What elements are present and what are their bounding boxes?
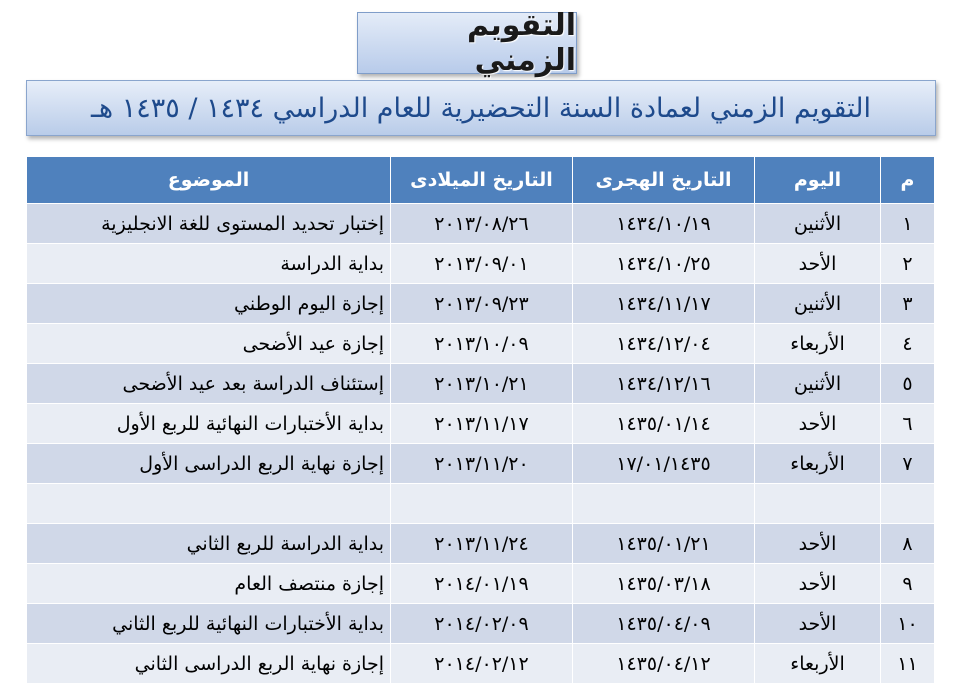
- cell-day: [755, 484, 881, 524]
- cell-hijri-date: ١٤٣٥/٠١/١٤: [573, 404, 755, 444]
- cell-topic: بداية الدراسة: [27, 244, 391, 284]
- cell-gregorian-date: ٢٠١٣/١١/١٧: [391, 404, 573, 444]
- table-row: [27, 364, 935, 404]
- cell-num: ٥: [881, 364, 935, 404]
- cell-gregorian-date: ٢٠١٣/٠٩/٢٣: [391, 284, 573, 324]
- cell-gregorian-date: ٢٠١٣/١٠/٢١: [391, 364, 573, 404]
- table-row: [27, 524, 935, 564]
- table-row: [27, 604, 935, 644]
- cell-topic: بداية الأختبارات النهائية للربع الأول: [27, 404, 391, 444]
- cell-gregorian-date: ٢٠١٣/٠٨/٢٦: [391, 204, 573, 244]
- table-row: [27, 564, 935, 604]
- cell-day: الأربعاء: [755, 644, 881, 684]
- table-row: [27, 324, 935, 364]
- cell-topic: إختبار تحديد المستوى للغة الانجليزية: [27, 204, 391, 244]
- cell-topic: [27, 484, 391, 524]
- table-header-row: [27, 157, 935, 204]
- cell-hijri-date: ١٧/٠١/١٤٣٥: [573, 444, 755, 484]
- cell-day: الأثنين: [755, 284, 881, 324]
- cell-day: الأربعاء: [755, 444, 881, 484]
- header-num: م: [881, 157, 935, 204]
- cell-day: الأربعاء: [755, 324, 881, 364]
- table-row: [27, 644, 935, 684]
- header-gregorian-date: التاريخ الميلادى: [391, 157, 573, 204]
- table-row: [27, 404, 935, 444]
- cell-hijri-date: ١٤٣٥/٠٤/٠٩: [573, 604, 755, 644]
- page-subtitle: التقويم الزمني لعمادة السنة التحضيرية للعام الدراسي ١٤٣٤ / ١٤٣٥ هـ: [26, 80, 936, 136]
- cell-topic: بداية الأختبارات النهائية للربع الثاني: [27, 604, 391, 644]
- cell-topic: إجازة عيد الأضحى: [27, 324, 391, 364]
- cell-hijri-date: ١٤٣٤/١١/١٧: [573, 284, 755, 324]
- cell-gregorian-date: ٢٠١٣/١١/٢٠: [391, 444, 573, 484]
- table-row: [27, 204, 935, 244]
- cell-day: الأحد: [755, 524, 881, 564]
- cell-topic: إجازة منتصف العام: [27, 564, 391, 604]
- table-row: [27, 244, 935, 284]
- cell-topic: إجازة نهاية الربع الدراسى الثاني: [27, 644, 391, 684]
- cell-gregorian-date: ٢٠١٤/٠٢/١٢: [391, 644, 573, 684]
- cell-num: ٤: [881, 324, 935, 364]
- cell-gregorian-date: [391, 484, 573, 524]
- cell-num: ٦: [881, 404, 935, 444]
- cell-hijri-date: ١٤٣٤/١٠/٢٥: [573, 244, 755, 284]
- cell-num: ١١: [881, 644, 935, 684]
- header-day: اليوم: [755, 157, 881, 204]
- cell-gregorian-date: ٢٠١٣/١١/٢٤: [391, 524, 573, 564]
- table-row: [27, 484, 935, 524]
- cell-num: ٣: [881, 284, 935, 324]
- table-row: [27, 444, 935, 484]
- cell-hijri-date: ١٤٣٥/٠٣/١٨: [573, 564, 755, 604]
- cell-gregorian-date: ٢٠١٤/٠١/١٩: [391, 564, 573, 604]
- cell-topic: إجازة نهاية الربع الدراسى الأول: [27, 444, 391, 484]
- cell-hijri-date: ١٤٣٤/١٠/١٩: [573, 204, 755, 244]
- cell-day: الأثنين: [755, 204, 881, 244]
- cell-day: الأحد: [755, 404, 881, 444]
- cell-num: ٢: [881, 244, 935, 284]
- cell-gregorian-date: ٢٠١٤/٠٢/٠٩: [391, 604, 573, 644]
- cell-num: ٨: [881, 524, 935, 564]
- cell-num: ٧: [881, 444, 935, 484]
- cell-day: الأثنين: [755, 364, 881, 404]
- page-title: التقويم الزمني: [357, 12, 577, 74]
- cell-gregorian-date: ٢٠١٣/٠٩/٠١: [391, 244, 573, 284]
- cell-day: الأحد: [755, 604, 881, 644]
- cell-num: [881, 484, 935, 524]
- cell-hijri-date: ١٤٣٥/٠٤/١٢: [573, 644, 755, 684]
- cell-topic: إجازة اليوم الوطني: [27, 284, 391, 324]
- cell-hijri-date: [573, 484, 755, 524]
- header-topic: الموضوع: [27, 157, 391, 204]
- calendar-table: [26, 156, 935, 684]
- cell-day: الأحد: [755, 244, 881, 284]
- cell-topic: إستئناف الدراسة بعد عيد الأضحى: [27, 364, 391, 404]
- cell-num: ١٠: [881, 604, 935, 644]
- cell-gregorian-date: ٢٠١٣/١٠/٠٩: [391, 324, 573, 364]
- cell-topic: بداية الدراسة للربع الثاني: [27, 524, 391, 564]
- table-row: [27, 284, 935, 324]
- cell-day: الأحد: [755, 564, 881, 604]
- cell-hijri-date: ١٤٣٤/١٢/١٦: [573, 364, 755, 404]
- cell-hijri-date: ١٤٣٤/١٢/٠٤: [573, 324, 755, 364]
- cell-num: ٩: [881, 564, 935, 604]
- header-hijri-date: التاريخ الهجرى: [573, 157, 755, 204]
- cell-hijri-date: ١٤٣٥/٠١/٢١: [573, 524, 755, 564]
- cell-num: ١: [881, 204, 935, 244]
